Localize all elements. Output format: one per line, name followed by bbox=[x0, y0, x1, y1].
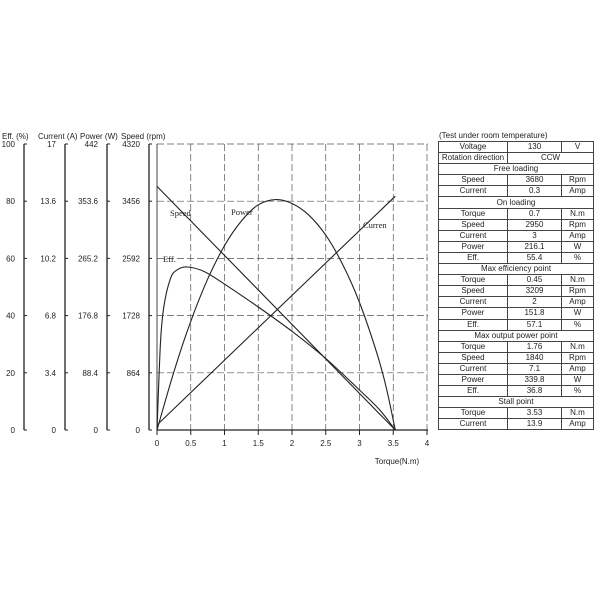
spec-row bbox=[439, 175, 594, 186]
spec-label: Current bbox=[439, 186, 508, 197]
y-tick-label: 4320 bbox=[122, 140, 140, 149]
spec-table bbox=[438, 141, 594, 430]
x-tick-label: 3 bbox=[357, 439, 362, 448]
y-tick-label: 88.4 bbox=[82, 368, 98, 378]
y-tick-label: 265.2 bbox=[77, 254, 98, 264]
y-tick-label: 6.8 bbox=[44, 311, 56, 321]
spec-value: 2950 bbox=[508, 219, 562, 230]
spec-row bbox=[439, 308, 594, 319]
plot-grid bbox=[157, 144, 428, 430]
spec-value: 1.76 bbox=[508, 341, 562, 352]
y-tick-label: 3.4 bbox=[44, 368, 56, 378]
spec-unit: Amp bbox=[562, 363, 594, 374]
spec-row bbox=[439, 408, 594, 419]
spec-label: Power bbox=[439, 241, 508, 252]
y-tick-label: 20 bbox=[6, 368, 15, 378]
x-tick-label: 4 bbox=[424, 439, 430, 448]
y-axis-scales bbox=[2, 132, 166, 435]
spec-unit: N.m bbox=[562, 408, 594, 419]
y-tick-label: 10.2 bbox=[40, 254, 56, 264]
spec-label: Eff. bbox=[439, 319, 508, 330]
section-header-row bbox=[439, 197, 594, 208]
spec-row bbox=[439, 352, 594, 363]
y-tick-label: 864 bbox=[126, 368, 140, 378]
spec-unit: Amp bbox=[562, 297, 594, 308]
x-tick-label: 3.5 bbox=[387, 439, 399, 448]
spec-row bbox=[439, 142, 594, 153]
section-header-row bbox=[439, 264, 594, 275]
y-axis-1 bbox=[38, 132, 78, 435]
spec-table-panel bbox=[438, 130, 593, 430]
y-tick-label: 353.6 bbox=[77, 197, 98, 207]
spec-label: Current bbox=[439, 230, 508, 241]
spec-label: Torque bbox=[439, 275, 508, 286]
y-axis-2 bbox=[78, 132, 118, 435]
x-axis bbox=[155, 430, 430, 466]
spec-row bbox=[439, 241, 594, 252]
spec-value: 13.9 bbox=[508, 419, 562, 430]
spec-label: Torque bbox=[439, 208, 508, 219]
spec-unit: V bbox=[562, 142, 594, 153]
spec-row bbox=[439, 286, 594, 297]
spec-unit: Amp bbox=[562, 186, 594, 197]
section-header-row bbox=[439, 397, 594, 408]
spec-value: 151.8 bbox=[508, 308, 562, 319]
spec-unit: W bbox=[562, 374, 594, 385]
spec-row bbox=[439, 297, 594, 308]
spec-unit: Amp bbox=[562, 230, 594, 241]
x-axis-title: Torque(N.m) bbox=[374, 457, 420, 466]
spec-row bbox=[439, 419, 594, 430]
x-tick-label: 0 bbox=[154, 439, 160, 448]
spec-value: 3209 bbox=[508, 286, 562, 297]
y-tick-label: 176.8 bbox=[77, 311, 98, 321]
spec-value: 36.8 bbox=[508, 386, 562, 397]
spec-value: 130 bbox=[508, 142, 562, 153]
spec-row bbox=[439, 153, 594, 164]
y-tick-label: 2592 bbox=[122, 254, 140, 264]
spec-label: Current bbox=[439, 419, 508, 430]
y-tick-label: 40 bbox=[6, 311, 15, 321]
spec-value: 55.4 bbox=[508, 252, 562, 263]
spec-label: Current bbox=[439, 297, 508, 308]
spec-value: 57.1 bbox=[508, 319, 562, 330]
spec-unit: Amp bbox=[562, 419, 594, 430]
spec-value: 1840 bbox=[508, 352, 562, 363]
spec-value: 0.7 bbox=[508, 208, 562, 219]
spec-unit: Rpm bbox=[562, 175, 594, 186]
spec-label: Power bbox=[439, 374, 508, 385]
series-curren-label: Curren bbox=[363, 220, 387, 230]
y-axis-0 bbox=[2, 132, 29, 435]
y-axis-3 bbox=[121, 132, 166, 435]
spec-label: Torque bbox=[439, 408, 508, 419]
x-tick-label: 0.5 bbox=[185, 439, 197, 448]
spec-value: 339.8 bbox=[508, 374, 562, 385]
spec-row bbox=[439, 230, 594, 241]
spec-label: Eff. bbox=[439, 252, 508, 263]
spec-label: Speed bbox=[439, 219, 508, 230]
section-header-row bbox=[439, 164, 594, 175]
spec-unit: Rpm bbox=[562, 219, 594, 230]
series-speed-label: Speed bbox=[170, 208, 191, 218]
section-title: Stall point bbox=[439, 397, 594, 408]
y-tick-label: 100 bbox=[1, 140, 15, 149]
spec-value: 3.53 bbox=[508, 408, 562, 419]
spec-row bbox=[439, 186, 594, 197]
spec-row bbox=[439, 275, 594, 286]
spec-unit: Rpm bbox=[562, 286, 594, 297]
spec-unit: % bbox=[562, 386, 594, 397]
section-title: Max efficiency point bbox=[439, 264, 594, 275]
series-eff-label: Eff. bbox=[163, 254, 176, 264]
y-tick-label: 0 bbox=[10, 426, 15, 435]
y-tick-label: 442 bbox=[84, 140, 98, 149]
spec-unit: % bbox=[562, 319, 594, 330]
x-tick-label: 1 bbox=[222, 439, 227, 448]
spec-row bbox=[439, 386, 594, 397]
spec-row bbox=[439, 363, 594, 374]
spec-row bbox=[439, 219, 594, 230]
spec-value: 216.1 bbox=[508, 241, 562, 252]
spec-value: 3 bbox=[508, 230, 562, 241]
y-tick-label: 17 bbox=[47, 140, 56, 149]
y-axis-title: Current (A) bbox=[38, 132, 78, 141]
section-title: Free loading bbox=[439, 164, 594, 175]
spec-value: 7.1 bbox=[508, 363, 562, 374]
spec-row bbox=[439, 208, 594, 219]
y-axis-title: Speed (rpm) bbox=[121, 132, 166, 141]
x-tick-label: 2.5 bbox=[320, 439, 332, 448]
spec-value: 0.45 bbox=[508, 275, 562, 286]
spec-value: 0.3 bbox=[508, 186, 562, 197]
spec-unit: N.m bbox=[562, 275, 594, 286]
spec-label: Speed bbox=[439, 286, 508, 297]
test-note: (Test under room temperature) bbox=[439, 131, 548, 140]
series-power-label: Power bbox=[231, 207, 253, 217]
spec-label: Power bbox=[439, 308, 508, 319]
spec-unit: N.m bbox=[562, 341, 594, 352]
spec-label: Rotation direction bbox=[439, 153, 508, 164]
section-header-row bbox=[439, 330, 594, 341]
spec-unit: W bbox=[562, 241, 594, 252]
spec-row bbox=[439, 341, 594, 352]
section-title: Max output power point bbox=[439, 330, 594, 341]
spec-unit: N.m bbox=[562, 208, 594, 219]
spec-unit: W bbox=[562, 308, 594, 319]
x-tick-label: 2 bbox=[289, 439, 295, 448]
y-tick-label: 80 bbox=[6, 197, 15, 207]
y-tick-label: 0 bbox=[135, 426, 140, 435]
y-tick-label: 60 bbox=[6, 254, 15, 264]
y-tick-label: 0 bbox=[93, 426, 98, 435]
spec-value: CCW bbox=[508, 153, 594, 164]
spec-value: 2 bbox=[508, 297, 562, 308]
spec-row bbox=[439, 374, 594, 385]
spec-row bbox=[439, 252, 594, 263]
section-title: On loading bbox=[439, 197, 594, 208]
spec-unit: Rpm bbox=[562, 352, 594, 363]
spec-value: 3680 bbox=[508, 175, 562, 186]
spec-label: Current bbox=[439, 363, 508, 374]
spec-row bbox=[439, 319, 594, 330]
spec-unit: % bbox=[562, 252, 594, 263]
spec-label: Speed bbox=[439, 175, 508, 186]
x-tick-label: 1.5 bbox=[252, 439, 264, 448]
spec-label: Torque bbox=[439, 341, 508, 352]
y-tick-label: 13.6 bbox=[40, 197, 56, 207]
y-tick-label: 3456 bbox=[122, 197, 140, 207]
spec-label: Voltage bbox=[439, 142, 508, 153]
y-tick-label: 1728 bbox=[122, 311, 140, 321]
y-axis-title: Power (W) bbox=[80, 132, 118, 141]
y-axis-title: Eff. (%) bbox=[2, 132, 29, 141]
y-tick-label: 0 bbox=[51, 426, 56, 435]
spec-label: Eff. bbox=[439, 386, 508, 397]
spec-label: Speed bbox=[439, 352, 508, 363]
